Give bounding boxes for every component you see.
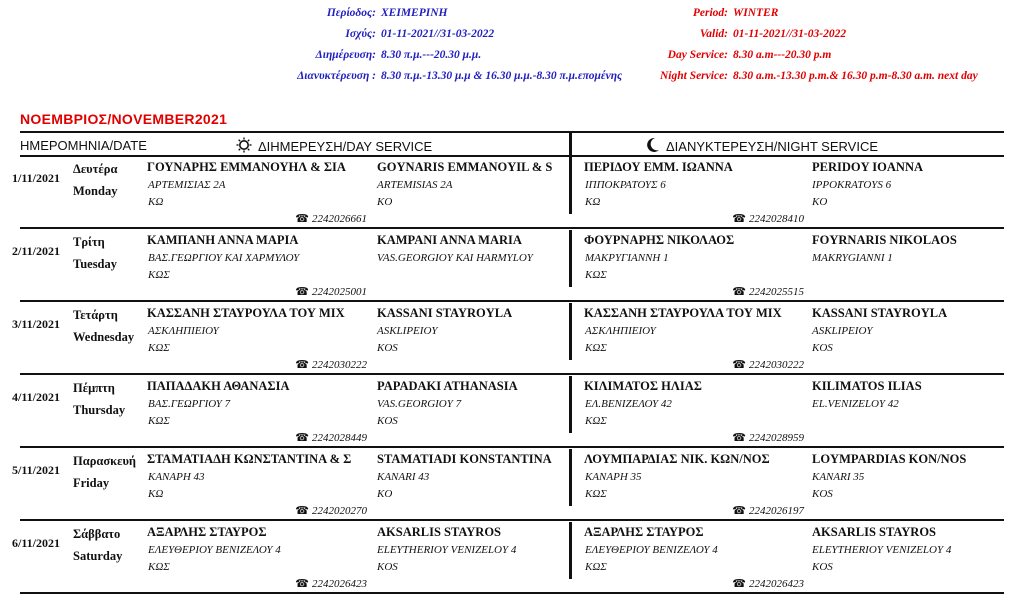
night-pharmacy-address-en: ELEYTHERIOY VENIZELOY 4 [812,544,952,556]
day-pharmacy-address-en: ARTEMISIAS 2A [377,179,453,191]
night-pharmacy-name-en: PERIDOY IOANNA [812,160,923,174]
day-pharmacy-name-gr: ΚΑΜΠΑΝΗ ΑΝΝΑ ΜΑΡΙΑ [147,233,299,247]
valid-label-en: Valid: [699,28,728,40]
night-pharmacy-name-en: AKSARLIS STAYROS [812,525,937,539]
phone-icon: ☎ [732,359,746,371]
row-separator [20,446,1004,448]
night-pharmacy-city-en: KOS [812,342,833,354]
day-phone-number: 2242030222 [312,359,367,371]
day-pharmacy-address-en: VAS.GEORGIOY KAI HARMYLOY [377,252,533,264]
row-divider [569,157,572,214]
day-pharmacy-city-en: KO [377,488,393,500]
night-pharmacy-city-gr: ΚΩΣ [585,415,607,427]
day-pharmacy-city-gr: ΚΩ [148,196,164,208]
row-date: 3/11/2021 [12,317,61,331]
day-pharmacy-address-en: VAS.GEORGIOY 7 [377,398,462,410]
day-pharmacy-name-gr: ΑΞΑΡΛΗΣ ΣΤΑΥΡΟΣ [147,525,267,539]
row-separator [20,519,1004,521]
day-pharmacy-address-gr: ΚΑΝΑΡΗ 43 [148,471,205,483]
night-pharmacy-phone[interactable] [664,504,804,517]
night-phone-number: 2242026423 [749,578,804,590]
row-day-en: Saturday [73,549,123,563]
night-pharmacy-name-gr: ΑΞΑΡΛΗΣ ΣΤΑΥΡΟΣ [584,525,704,539]
night-pharmacy-name-en: FOYRNARIS NIKOLAOS [812,233,957,247]
day-pharmacy-city-gr: ΚΩΣ [148,415,170,427]
night-pharmacy-name-gr: ΦΟΥΡΝΑΡΗΣ ΝΙΚΟΛΑΟΣ [584,233,735,247]
day-pharmacy-city-gr: ΚΩ [148,488,164,500]
night-pharmacy-name-en: KILIMATOS ILIAS [812,379,922,393]
night-pharmacy-phone[interactable] [664,577,804,590]
date-column-header: ΗΜΕΡΟΜΗΝΙΑ/DATE [20,138,147,153]
moon-icon [646,137,660,153]
night-pharmacy-name-en: LOYMPARDIAS KON/NOS [812,452,967,466]
night-pharmacy-city-gr: ΚΩ [585,196,601,208]
day-pharmacy-phone[interactable] [227,358,367,371]
phone-icon: ☎ [732,432,746,444]
night-pharmacy-name-gr: ΚΙΛΙΜΑΤΟΣ ΗΛΙΑΣ [584,379,702,393]
row-day-gr: Τετάρτη [73,308,118,322]
night-pharmacy-name-gr: ΛΟΥΜΠΑΡΔΙΑΣ ΝΙΚ. ΚΩΝ/ΝΟΣ [584,452,770,466]
day-pharmacy-address-en: ASKLIPEIOY [377,325,438,337]
day-service-label-gr: Διημέρευση: [315,49,376,61]
phone-icon: ☎ [732,213,746,225]
month-title: ΝΟΕΜΒΡΙΟΣ/NOVEMBER2021 [20,111,228,127]
night-pharmacy-address-en: KANARI 35 [812,471,865,483]
day-pharmacy-phone[interactable] [227,285,367,298]
phone-icon: ☎ [732,505,746,517]
day-pharmacy-city-gr: ΚΩΣ [148,561,170,573]
day-phone-number: 2242026423 [312,578,367,590]
night-pharmacy-name-gr: ΠΕΡΙΔΟΥ ΕΜΜ. ΙΩΑΝΝΑ [584,160,733,174]
night-phone-number: 2242028410 [749,213,804,225]
row-separator [20,592,1004,594]
day-pharmacy-name-en: GOYNARIS EMMANOYIL & S [377,160,553,174]
night-pharmacy-address-en: MAKRYGIANNI 1 [812,252,893,264]
night-pharmacy-city-gr: ΚΩΣ [585,269,607,281]
phone-icon: ☎ [295,432,309,444]
night-pharmacy-address-gr: ΕΛ.ΒΕΝΙΖΕΛΟΥ 42 [585,398,672,410]
day-pharmacy-name-en: KAMPANI ANNA MARIA [377,233,522,247]
valid-label-gr: Ισχύς: [345,28,376,40]
night-pharmacy-address-gr: ΙΠΠΟΚΡΑΤΟΥΣ 6 [585,179,666,191]
phone-icon: ☎ [732,578,746,590]
night-pharmacy-address-en: ASKLIPEIOY [812,325,873,337]
row-day-gr: Τρίτη [73,235,105,249]
day-pharmacy-city-en: KOS [377,342,398,354]
night-pharmacy-address-gr: ΕΛΕΥΘΕΡΙΟΥ ΒΕΝΙΖΕΛΟΥ 4 [585,544,718,556]
row-day-en: Thursday [73,403,126,417]
row-divider [569,230,572,287]
phone-icon: ☎ [732,286,746,298]
night-phone-number: 2242030222 [749,359,804,371]
night-pharmacy-city-gr: ΚΩΣ [585,488,607,500]
period-value-gr: ΧΕΙΜΕΡΙΝΗ [381,7,448,19]
night-pharmacy-address-gr: ΜΑΚΡΥΓΙΑΝΝΗ 1 [585,252,669,264]
day-pharmacy-name-en: KASSANI STAYROYLA [377,306,513,320]
phone-icon: ☎ [295,286,309,298]
night-service-value-en: 8.30 a.m.-13.30 p.m.& 16.30 p.m-8.30 a.m. next day [733,70,978,82]
day-service-value-gr: 8.30 π.μ.---20.30 μ.μ. [381,49,482,61]
day-service-value-en: 8.30 a.m---20.30 p.m [733,49,832,61]
valid-value-gr: 01-11-2021//31-03-2022 [381,28,495,40]
night-pharmacy-phone[interactable] [664,285,804,298]
night-pharmacy-city-gr: ΚΩΣ [585,342,607,354]
day-phone-number: 2242026661 [312,213,367,225]
night-pharmacy-city-en: KOS [812,561,833,573]
day-pharmacy-city-en: KOS [377,415,398,427]
day-pharmacy-name-gr: ΠΑΠΑΔΑΚΗ ΑΘΑΝΑΣΙΑ [147,379,290,393]
day-pharmacy-address-gr: ΕΛΕΥΘΕΡΙΟΥ ΒΕΝΙΖΕΛΟΥ 4 [148,544,281,556]
period-label-en: Period: [692,7,728,19]
night-pharmacy-name-en: KASSANI STAYROYLA [812,306,948,320]
night-pharmacy-address-gr: ΚΑΝΑΡΗ 35 [585,471,642,483]
row-separator [20,227,1004,229]
day-pharmacy-name-en: AKSARLIS STAYROS [377,525,502,539]
row-separator [20,373,1004,375]
day-service-label-en: Day Service: [667,49,728,61]
header-bottom-rule [20,155,1004,157]
valid-value-en: 01-11-2021//31-03-2022 [733,28,847,40]
row-day-gr: Σάββατο [73,527,121,541]
phone-icon: ☎ [295,505,309,517]
day-pharmacy-city-en: KOS [377,561,398,573]
row-date: 6/11/2021 [12,536,61,550]
night-pharmacy-phone[interactable] [664,431,804,444]
row-day-en: Monday [73,184,118,198]
row-day-gr: Παρασκευή [73,454,137,468]
day-pharmacy-address-gr: ΒΑΣ.ΓΕΩΡΓΙΟΥ ΚΑΙ ΧΑΡΜΥΛΟΥ [148,252,300,264]
day-pharmacy-name-en: PAPADAKI ATHANASIA [377,379,518,393]
day-service-header-label: ΔΙΗΜΕΡΕΥΣΗ/DAY SERVICE [258,139,433,154]
period-label-gr: Περίοδος: [326,7,376,19]
night-service-label-gr: Διανυκτέρευση : [297,70,376,82]
phone-icon: ☎ [295,213,309,225]
night-pharmacy-name-gr: ΚΑΣΣΑΝΗ ΣΤΑΥΡΟΥΛΑ ΤΟΥ ΜΙΧ [584,306,782,320]
day-pharmacy-name-gr: ΓΟΥΝΑΡΗΣ ΕΜΜΑΝΟΥΗΛ & ΣΙΑ [147,160,346,174]
night-pharmacy-address-gr: ΑΣΚΛΗΠΙΕΙΟΥ [585,325,656,337]
night-service-header-label: ΔΙΑΝΥΚΤΕΡΕΥΣΗ/NIGHT SERVICE [666,139,879,154]
row-separator [20,300,1004,302]
day-pharmacy-city-gr: ΚΩΣ [148,269,170,281]
period-value-en: WINTER [733,7,779,19]
row-day-gr: Δευτέρα [73,162,118,176]
day-pharmacy-city-en: KO [377,196,393,208]
day-phone-number: 2242028449 [312,432,367,444]
day-pharmacy-name-en: STAMATIADI KONSTANTINA [377,452,552,466]
night-phone-number: 2242028959 [749,432,804,444]
day-service-column-header [236,137,432,154]
night-pharmacy-address-en: EL.VENIZELOY 42 [812,398,899,410]
header-divider [569,131,572,155]
day-pharmacy-address-gr: ΑΣΚΛΗΠΙΕΙΟΥ [148,325,219,337]
row-divider [569,449,572,506]
phone-icon: ☎ [295,578,309,590]
night-pharmacy-city-gr: ΚΩΣ [585,561,607,573]
sun-icon [236,137,252,153]
phone-icon: ☎ [295,359,309,371]
night-service-value-gr: 8.30 π.μ.-13.30 μ.μ & 16.30 μ.μ.-8.30 π.μ.επομένης [381,70,623,82]
night-pharmacy-phone[interactable] [664,358,804,371]
row-divider [569,376,572,433]
day-pharmacy-address-gr: ΑΡΤΕΜΙΣΙΑΣ 2Α [148,179,226,191]
row-day-en: Tuesday [73,257,118,271]
night-phone-number: 2242026197 [749,505,804,517]
night-service-column-header [646,137,878,154]
day-pharmacy-address-gr: ΒΑΣ.ΓΕΩΡΓΙΟΥ 7 [148,398,231,410]
row-date: 4/11/2021 [12,390,61,404]
night-pharmacy-phone[interactable] [664,212,804,225]
day-pharmacy-name-gr: ΣΤΑΜΑΤΙΑΔΗ ΚΩΝΣΤΑΝΤΙΝΑ & Σ [147,452,352,466]
row-date: 5/11/2021 [12,463,61,477]
day-pharmacy-phone[interactable] [227,212,367,225]
day-pharmacy-phone[interactable] [227,504,367,517]
day-pharmacy-address-en: ELEYTHERIOY VENIZELOY 4 [377,544,517,556]
day-phone-number: 2242020270 [312,505,367,517]
night-pharmacy-address-en: IPPOKRATOYS 6 [812,179,892,191]
night-service-label-en: Night Service: [659,70,728,82]
night-pharmacy-city-en: KOS [812,488,833,500]
row-day-en: Friday [73,476,110,490]
day-pharmacy-phone[interactable] [227,577,367,590]
day-phone-number: 2242025001 [312,286,367,298]
day-pharmacy-phone[interactable] [227,431,367,444]
day-pharmacy-city-gr: ΚΩΣ [148,342,170,354]
night-pharmacy-city-en: KO [812,196,828,208]
day-pharmacy-address-en: KANARI 43 [377,471,430,483]
row-divider [569,522,572,579]
row-divider [569,303,572,360]
row-day-en: Wednesday [73,330,135,344]
header-top-rule [20,131,1004,133]
row-date: 1/11/2021 [12,171,61,185]
night-phone-number: 2242025515 [749,286,804,298]
row-date: 2/11/2021 [12,244,61,258]
day-pharmacy-name-gr: ΚΑΣΣΑΝΗ ΣΤΑΥΡΟΥΛΑ ΤΟΥ ΜΙΧ [147,306,345,320]
row-day-gr: Πέμπτη [73,381,115,395]
